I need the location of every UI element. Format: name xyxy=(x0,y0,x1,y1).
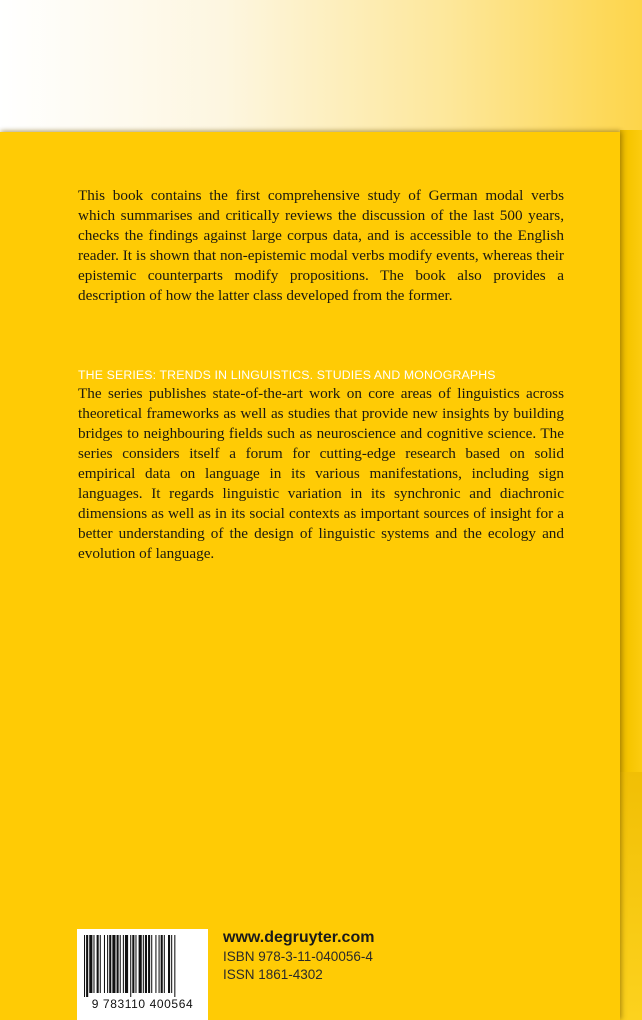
publisher-url[interactable]: www.degruyter.com xyxy=(223,929,375,946)
background-top xyxy=(0,0,642,135)
book-blurb: This book contains the first comprehensive study of German modal verbs which summarises and critically reviews the discussion of the last 500 years, checks the findings against large corpus data, and is accessible to the English reader. It is shown that non-epistemic modal verbs modify events, whereas their epistemic counterparts modify propositions. The book also provides a description of how the latter class developed from the former. xyxy=(78,187,564,304)
barcode-icon xyxy=(77,929,208,999)
series-description: The series publishes state-of-the-art work on core areas of linguistics across theoretical frameworks as well as studies that provide new insights by building bridges to neighbouring fields such as neuroscience and cognitive science. The series considers itself a forum for cutting-edge research based on solid empirical data on language in its various manifestations, including sign languages. It regards linguistic variation in its synchronic and diachronic dimensions as well as in its social contexts as important sources of insight for a better understanding of the design of linguistic systems and the ecology and evolution of language. xyxy=(78,385,564,562)
isbn-number: ISBN 978-3-11-040056-4 xyxy=(223,949,373,964)
barcode-digits: 9 783110 400564 xyxy=(91,997,194,1011)
barcode xyxy=(77,929,208,1020)
back-cover xyxy=(0,132,620,1020)
book-edge-lower xyxy=(620,772,642,1020)
series-heading: THE SERIES: TRENDS IN LINGUISTICS. STUDIES AND MONOGRAPHS xyxy=(78,368,496,382)
publisher-info xyxy=(223,928,374,984)
issn-number: ISSN 1861-4302 xyxy=(223,967,323,982)
